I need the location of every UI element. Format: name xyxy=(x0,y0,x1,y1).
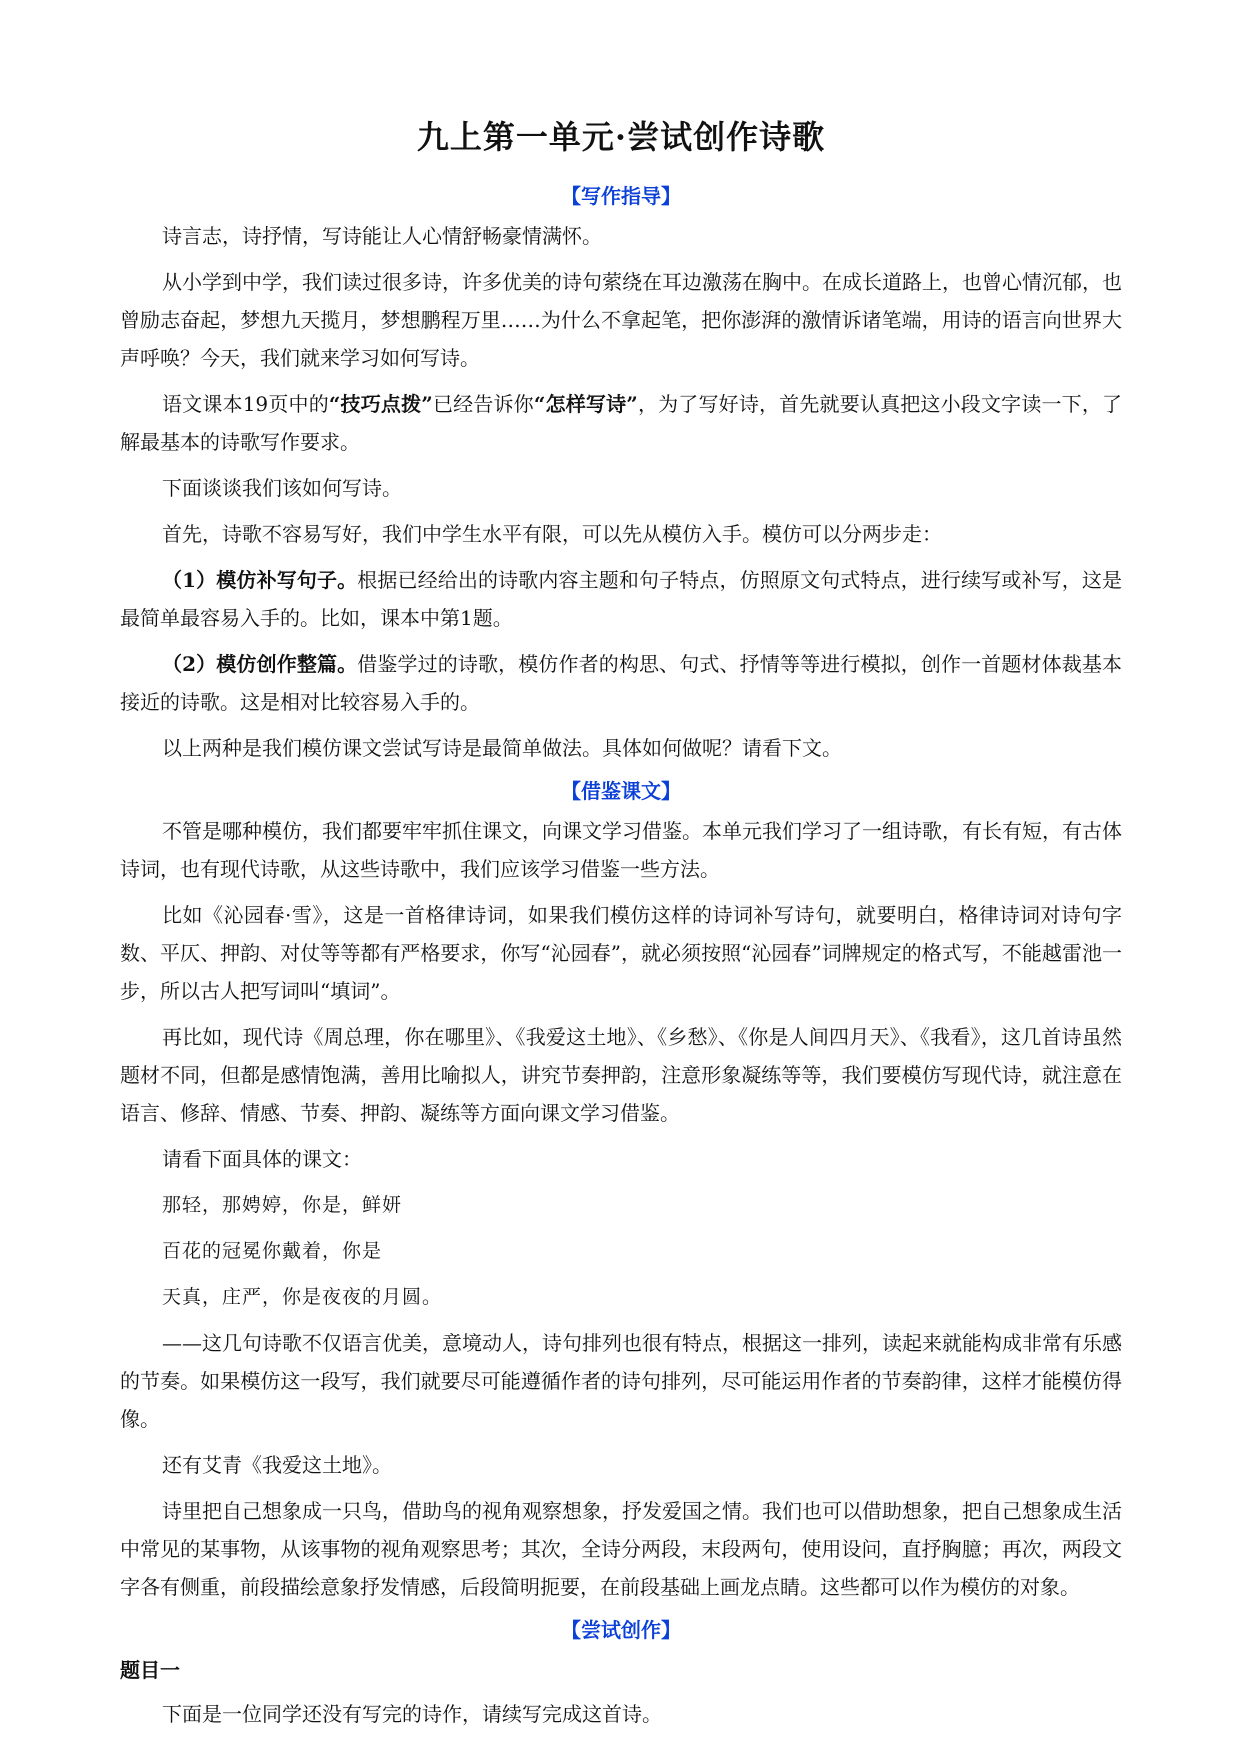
page-title: 九上第一单元·尝试创作诗歌 xyxy=(416,118,826,156)
paragraph: 首先，诗歌不容易写好，我们中学生水平有限，可以先从模仿入手。模仿可以分两步走： xyxy=(162,522,942,546)
text-run: 根据已经给出的诗歌内容主题和句子特点，仿照原文句式特点，进行续写或补写，这是最简单最容易入手的。比如，课本中第1题。 xyxy=(120,568,1123,630)
paragraph: 还有艾青《我爱这土地》。 xyxy=(162,1453,392,1477)
section-heading-learn-from-texts: 【借鉴课文】 xyxy=(561,779,681,803)
bold-step-two: （2）模仿创作整篇。 xyxy=(162,652,358,676)
paragraph: 以上两种是我们模仿课文尝试写诗是最简单做法。具体如何做呢？请看下文。 xyxy=(162,736,842,760)
bold-term-how-to-write: “怎样写诗” xyxy=(533,392,638,416)
paragraph: 下面是一位同学还没有写完的诗作，请续写完成这首诗。 xyxy=(162,1702,662,1726)
paragraph xyxy=(120,645,1122,721)
poem-line: 那轻，那娉婷，你是，鲜妍 xyxy=(162,1194,403,1216)
document-page xyxy=(120,112,1122,1741)
poem-line: 百花的冠冕你戴着，你是 xyxy=(162,1240,383,1262)
paragraph: ——这几句诗歌不仅语言优美，意境动人，诗句排列也很有特点，根据这一排列，读起来就能构成非常有乐感的节奏。如果模仿这一段写，我们就要尽可能遵循作者的诗句排列，尽可能运用作者的节奏韵律，这样才能模仿得像。 xyxy=(120,1331,1122,1431)
poem-line: 天真，庄严，你是夜夜的月圆。 xyxy=(162,1286,443,1308)
text-run: ，为了写好诗，首先就要认真把这小段文字读一下，了解最基本的诗歌写作要求。 xyxy=(120,392,1123,454)
section-heading-writing-guide: 【写作指导】 xyxy=(561,184,681,208)
paragraph: 诗言志，诗抒情，写诗能让人心情舒畅豪情满怀。 xyxy=(162,224,602,248)
paragraph: 比如《沁园春·雪》，这是一首格律诗词，如果我们模仿这样的诗词补写诗句，就要明白，格律诗词对诗句字数、平仄、押韵、对仗等等都有严格要求，你写“沁园春”，就必须按照“沁园春”词牌规定的格式写，不能越雷池一步，所以古人把写词叫“填词”。 xyxy=(120,903,1122,1003)
paragraph: 再比如，现代诗《周总理，你在哪里》、《我爱这土地》、《乡愁》、《你是人间四月天》、《我看》，这几首诗虽然题材不同，但都是感情饱满，善用比喻拟人，讲究节奏押韵，注意形象凝练等等，我们要模仿写现代诗，就注意在语言、修辞、情感、节奏、押韵、凝练等方面向课文学习借鉴。 xyxy=(120,1025,1122,1125)
paragraph: 诗里把自己想象成一只鸟，借助鸟的视角观察想象，抒发爱国之情。我们也可以借助想象，把自己想象成生活中常见的某事物，从该事物的视角观察思考；其次，全诗分两段，末段两句，使用设问，直抒胸臆；再次，两段文字各有侧重，前段描绘意象抒发情感，后段简明扼要，在前段基础上画龙点睛。这些都可以作为模仿的对象。 xyxy=(120,1499,1122,1599)
paragraph: 从小学到中学，我们读过很多诗，许多优美的诗句萦绕在耳边激荡在胸中。在成长道路上，也曾心情沉郁，也曾励志奋起，梦想九天揽月，梦想鹏程万里……为什么不拿起笔，把你澎湃的激情诉诸笔端，用诗的语言向世界大声呼唤？今天，我们就来学习如何写诗。 xyxy=(120,270,1122,370)
paragraph: 请看下面具体的课文： xyxy=(162,1147,362,1171)
paragraph xyxy=(120,385,1122,461)
text-run: 借鉴学过的诗歌，模仿作者的构思、句式、抒情等等进行模拟，创作一首题材体裁基本接近的诗歌。这是相对比较容易入手的。 xyxy=(120,652,1123,714)
paragraph: 下面谈谈我们该如何写诗。 xyxy=(162,476,402,500)
paragraph xyxy=(120,561,1122,637)
bold-term-skill-tips: “技巧点拨” xyxy=(328,392,433,416)
bold-step-one: （1）模仿补写句子。 xyxy=(162,568,358,592)
text-run: 已经告诉你 xyxy=(432,392,534,416)
text-run: 语文课本19页中的 xyxy=(162,392,329,416)
question-heading: 题目一 xyxy=(120,1658,180,1682)
section-heading-try-creating: 【尝试创作】 xyxy=(561,1618,681,1642)
paragraph: 不管是哪种模仿，我们都要牢牢抓住课文，向课文学习借鉴。本单元我们学习了一组诗歌，有长有短，有古体诗词，也有现代诗歌，从这些诗歌中，我们应该学习借鉴一些方法。 xyxy=(120,819,1122,881)
